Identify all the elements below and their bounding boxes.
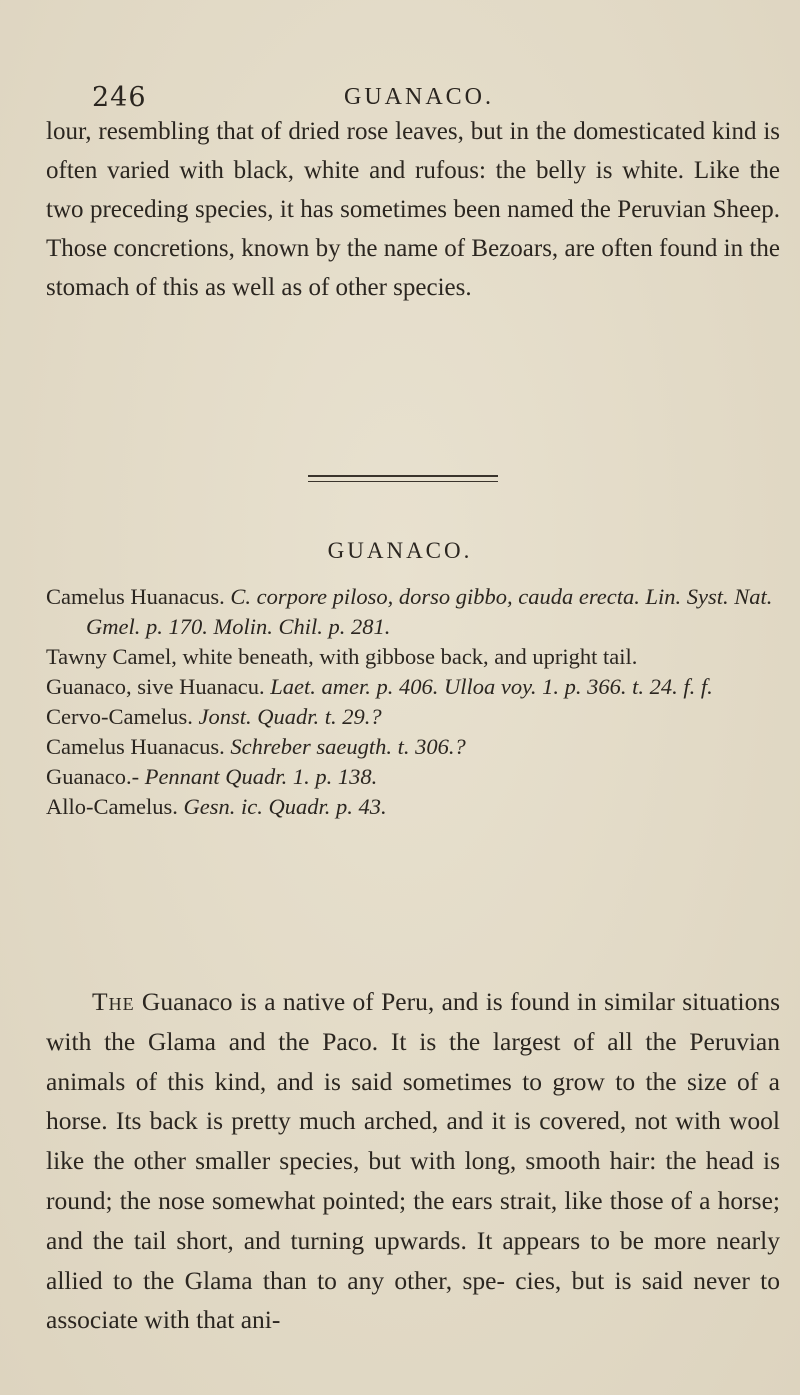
paragraph-lead-word: The: [92, 987, 135, 1016]
synonym-entry: Cervo-Camelus. Jonst. Quadr. t. 29.?: [46, 704, 382, 729]
main-paragraph: [46, 982, 780, 1340]
section-title: GUANACO.: [327, 538, 473, 563]
section-divider-thin: [308, 481, 498, 482]
running-head: GUANACO.: [344, 84, 494, 110]
page-number: 246: [92, 82, 147, 113]
synonym-entry: Tawny Camel, white beneath, with gibbose back, and upright tail.: [46, 644, 638, 669]
paragraph-text: Guanaco is a native of Peru, and is found in similar situations with the Glama and the Paco. It is the largest of all the Peruvian animals of this kind, and is said sometimes to grow to the size of a horse. Its back is pretty much arched, and it is covered, not with wool like the other smaller species, but with long, smooth hair: the head is round; the nose somewhat pointed; the ears strait, like those of a horse; and the tail short, and turning upwards. It appears to be more nearly allied to the Glama than to any other, spe- cies, but is said never to associate with that ani-: [46, 987, 780, 1335]
synonymy-list: [46, 582, 776, 822]
section-divider: [308, 475, 498, 477]
synonym-entry: Guanaco.- Pennant Quadr. 1. p. 138.: [46, 764, 378, 789]
synonym-entry: Allo-Camelus. Gesn. ic. Quadr. p. 43.: [46, 794, 387, 819]
synonym-entry: Camelus Huanacus. Schreber saeugth. t. 306.?: [46, 734, 466, 759]
paragraph-continuation: lour, resembling that of dried rose leaves, but in the domesticated kind is often varied with black, white and rufous: the belly is white. Like the two preceding species, it has sometimes been named the Peruvian Sheep. Those concretions, known by the name of Bezoars, are often found in the stomach of this as well as of other species.: [46, 118, 780, 301]
synonym-entry: Guanaco, sive Huanacu. Laet. amer. p. 406. Ulloa voy. 1. p. 366. t. 24. f. f.: [46, 674, 713, 699]
synonym-entry: Camelus Huanacus. C. corpore piloso, dorso gibbo, cauda erecta. Lin. Syst. Nat. Gmel. p. 170. Molin. Chil. p. 281.: [46, 584, 773, 639]
